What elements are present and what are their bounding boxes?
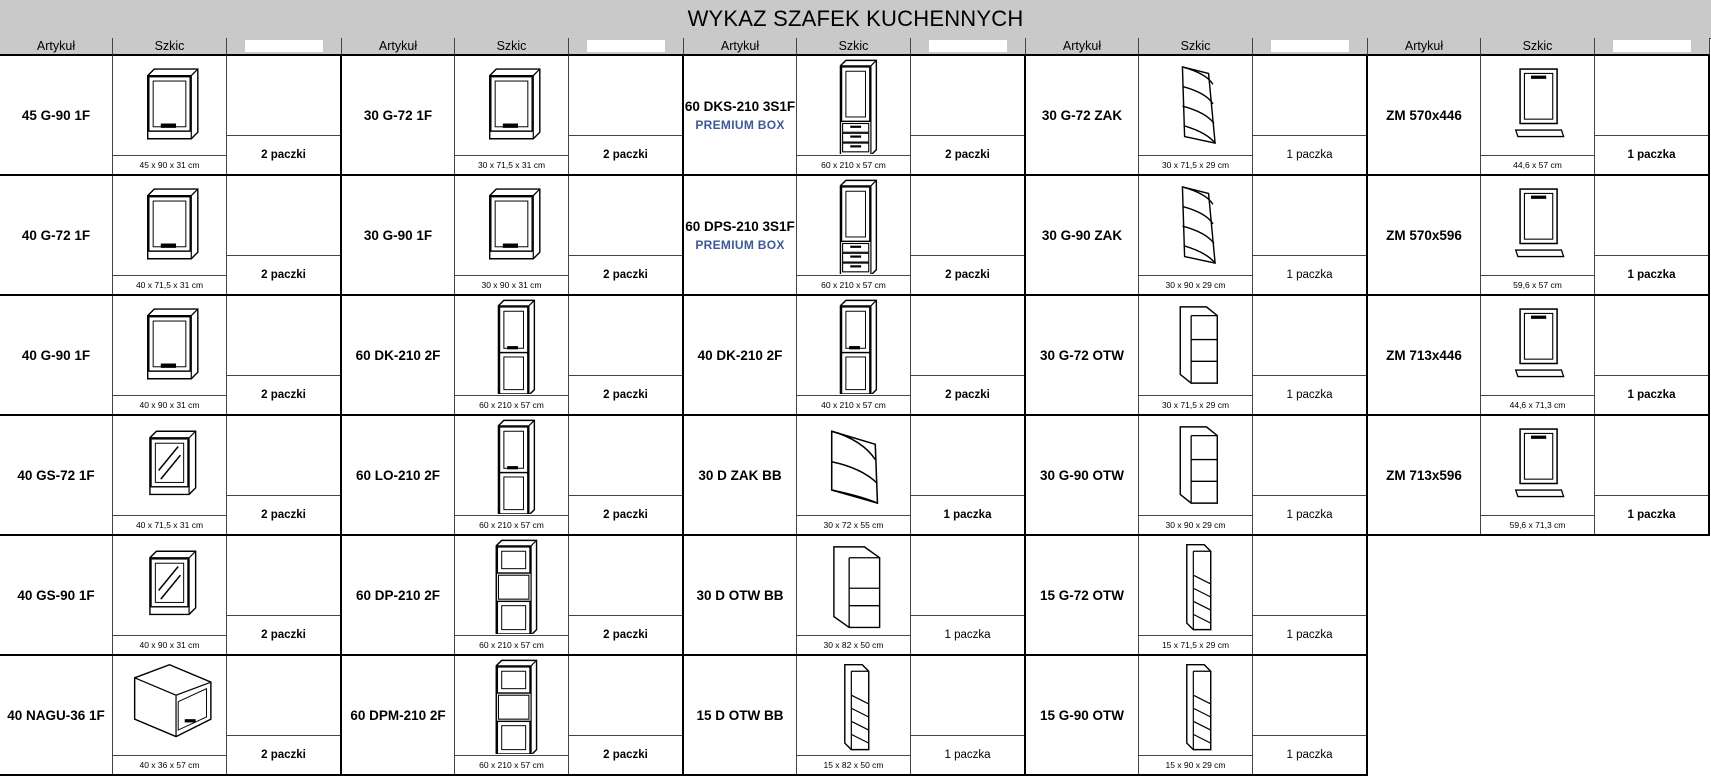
article-name: 40 NAGU-36 1F [7, 707, 105, 723]
header-packages [569, 38, 684, 56]
cabinet-row [1026, 656, 1368, 776]
article-cell [1026, 56, 1139, 174]
article-name: 30 G-72 ZAK [1041, 107, 1123, 123]
article-cell [342, 56, 455, 174]
article-cell [342, 296, 455, 414]
sketch-cell [455, 536, 569, 654]
cabinet-row [342, 416, 684, 536]
sketch-cell [1481, 176, 1595, 294]
cabinet-row [684, 176, 1026, 296]
article-cell [0, 416, 113, 534]
packages-blank-area [911, 296, 1024, 376]
packages-count: 2 paczki [603, 749, 648, 761]
article-cell [0, 656, 113, 774]
packages-blank-area [1253, 176, 1366, 256]
packages-cell [1253, 56, 1368, 174]
sketch-cell [113, 656, 227, 774]
header-packages [911, 38, 1026, 56]
header-article: Artykuł [684, 38, 797, 56]
packages-count: 1 paczka [1627, 149, 1676, 161]
article-cell [1368, 416, 1481, 534]
article-cell [684, 296, 797, 414]
cabinet-row [0, 536, 342, 656]
dimensions-label: 30 x 72 x 55 cm [797, 515, 910, 534]
cabinet-row [1368, 296, 1710, 416]
header-sketch: Szkic [113, 38, 227, 56]
sketch-cell [1139, 656, 1253, 774]
packages-count: 1 paczka [943, 509, 992, 521]
packages-blank-area [911, 656, 1024, 736]
packages-count: 2 paczki [603, 509, 648, 521]
dimensions-label: 30 x 82 x 50 cm [797, 635, 910, 654]
article-cell [342, 656, 455, 774]
packages-cell [911, 296, 1026, 414]
packages-count: 2 paczki [261, 269, 306, 281]
cabinet-row [1026, 416, 1368, 536]
packages-blank-area [569, 176, 682, 256]
packages-cell [1595, 56, 1710, 174]
cabinet-row [342, 536, 684, 656]
article-cell [342, 536, 455, 654]
article-cell [684, 656, 797, 774]
dimensions-label: 44,6 x 57 cm [1481, 155, 1594, 174]
packages-count: 2 paczki [603, 269, 648, 281]
sketch-cell [455, 56, 569, 174]
packages-cell [569, 296, 684, 414]
packages-count: 2 paczki [261, 149, 306, 161]
cabinet-row [684, 536, 1026, 656]
header-packages [1595, 38, 1710, 56]
article-name: 60 DK-210 2F [355, 347, 441, 363]
sketch-cell [113, 56, 227, 174]
article-name: 40 DK-210 2F [697, 347, 783, 363]
cabinet-row [0, 296, 342, 416]
article-name: 40 G-90 1F [21, 347, 91, 363]
header-blank-field [245, 40, 323, 52]
cabinet-group [1368, 38, 1710, 777]
cabinet-row [342, 176, 684, 296]
packages-blank-area [569, 656, 682, 736]
packages-count: 2 paczki [945, 149, 990, 161]
packages-blank-area [1253, 536, 1366, 616]
packages-blank-area [227, 536, 340, 616]
packages-cell [227, 416, 342, 534]
packages-cell [1595, 296, 1710, 414]
article-name: 30 G-90 OTW [1039, 467, 1125, 483]
packages-count: 1 paczka [1286, 269, 1333, 281]
packages-count: 2 paczki [261, 629, 306, 641]
packages-cell [1595, 176, 1710, 294]
packages-count: 2 paczki [261, 389, 306, 401]
cabinet-group [0, 38, 342, 777]
header-blank-field [1271, 40, 1349, 52]
cabinet-row [1368, 416, 1710, 536]
packages-cell [227, 296, 342, 414]
cabinet-row [342, 656, 684, 776]
article-name: 30 D ZAK BB [698, 467, 782, 483]
article-name: 40 GS-90 1F [17, 587, 95, 603]
packages-count: 2 paczki [261, 509, 306, 521]
cabinet-row [342, 296, 684, 416]
packages-cell [227, 176, 342, 294]
article-cell [1026, 176, 1139, 294]
cabinet-row [1368, 56, 1710, 176]
sketch-cell [455, 296, 569, 414]
cabinet-row [0, 656, 342, 776]
packages-cell [569, 416, 684, 534]
sketch-cell [1481, 56, 1595, 174]
article-cell [684, 56, 797, 174]
header-packages [1253, 38, 1368, 56]
article-cell [684, 536, 797, 654]
article-cell [1368, 176, 1481, 294]
header-sketch: Szkic [455, 38, 569, 56]
sketch-cell [113, 416, 227, 534]
packages-blank-area [569, 296, 682, 376]
dimensions-label: 15 x 82 x 50 cm [797, 755, 910, 774]
sketch-cell [1481, 296, 1595, 414]
dimensions-label: 30 x 90 x 29 cm [1139, 275, 1252, 294]
article-name: 45 G-90 1F [21, 107, 91, 123]
dimensions-label: 30 x 71,5 x 31 cm [455, 155, 568, 174]
sketch-cell [797, 176, 911, 294]
packages-blank-area [1253, 656, 1366, 736]
article-cell [342, 176, 455, 294]
packages-count: 1 paczka [1627, 269, 1676, 281]
article-name: 30 D OTW BB [696, 587, 784, 603]
article-cell [0, 536, 113, 654]
packages-cell [227, 56, 342, 174]
packages-blank-area [1253, 416, 1366, 496]
article-name: 30 G-90 1F [363, 227, 433, 243]
packages-blank-area [569, 536, 682, 616]
article-cell [342, 416, 455, 534]
sketch-cell [113, 296, 227, 414]
sketch-cell [113, 176, 227, 294]
cabinet-row [1026, 176, 1368, 296]
packages-blank-area [1595, 56, 1708, 136]
cabinet-row [684, 296, 1026, 416]
cabinet-row [684, 416, 1026, 536]
dimensions-label: 60 x 210 x 57 cm [455, 515, 568, 534]
article-name: 30 G-90 ZAK [1041, 227, 1123, 243]
packages-blank-area [227, 56, 340, 136]
dimensions-label: 15 x 71,5 x 29 cm [1139, 635, 1252, 654]
dimensions-label: 40 x 36 x 57 cm [113, 755, 226, 774]
header-article: Artykuł [1026, 38, 1139, 56]
dimensions-label: 60 x 210 x 57 cm [455, 755, 568, 774]
dimensions-label: 40 x 71,5 x 31 cm [113, 275, 226, 294]
packages-count: 1 paczka [1286, 629, 1333, 641]
dimensions-label: 60 x 210 x 57 cm [455, 635, 568, 654]
cabinet-row [1368, 176, 1710, 296]
packages-blank-area [1253, 56, 1366, 136]
packages-count: 1 paczka [1286, 509, 1333, 521]
packages-count: 1 paczka [1286, 149, 1333, 161]
packages-count: 2 paczki [261, 749, 306, 761]
article-name: 15 G-72 OTW [1039, 587, 1125, 603]
page-title: WYKAZ SZAFEK KUCHENNYCH [0, 0, 1711, 39]
packages-count: 2 paczki [603, 389, 648, 401]
cabinet-row [1026, 536, 1368, 656]
header-sketch: Szkic [1139, 38, 1253, 56]
packages-blank-area [1253, 296, 1366, 376]
sketch-cell [797, 536, 911, 654]
article-cell [0, 296, 113, 414]
packages-blank-area [569, 416, 682, 496]
cabinet-row [0, 416, 342, 536]
packages-count: 1 paczka [1286, 749, 1333, 761]
packages-count: 2 paczki [603, 629, 648, 641]
sketch-cell [455, 656, 569, 774]
dimensions-label: 40 x 210 x 57 cm [797, 395, 910, 414]
dimensions-label: 30 x 71,5 x 29 cm [1139, 155, 1252, 174]
packages-blank-area [911, 176, 1024, 256]
article-name: ZM 570x596 [1386, 227, 1462, 243]
cabinet-row [0, 56, 342, 176]
packages-cell [911, 176, 1026, 294]
header-sketch: Szkic [797, 38, 911, 56]
packages-blank-area [1595, 296, 1708, 376]
article-cell [684, 416, 797, 534]
packages-count: 2 paczki [603, 149, 648, 161]
sketch-cell [455, 416, 569, 534]
packages-blank-area [1595, 416, 1708, 496]
dimensions-label: 60 x 210 x 57 cm [797, 275, 910, 294]
article-cell [1368, 296, 1481, 414]
article-cell [684, 176, 797, 294]
premium-box-label: PREMIUM BOX [695, 237, 785, 252]
article-cell [1368, 56, 1481, 174]
article-name: 60 LO-210 2F [355, 467, 441, 483]
dimensions-label: 30 x 90 x 31 cm [455, 275, 568, 294]
header-blank-field [1613, 40, 1691, 52]
header-blank-field [587, 40, 665, 52]
article-name: 15 D OTW BB [696, 707, 784, 723]
header-blank-field [929, 40, 1007, 52]
packages-cell [569, 176, 684, 294]
sketch-cell [797, 296, 911, 414]
article-cell [1026, 296, 1139, 414]
packages-blank-area [569, 56, 682, 136]
article-name: 40 G-72 1F [21, 227, 91, 243]
packages-blank-area [911, 536, 1024, 616]
packages-blank-area [227, 656, 340, 736]
article-name: 40 GS-72 1F [17, 467, 95, 483]
packages-count: 1 paczka [944, 629, 991, 641]
packages-cell [569, 56, 684, 174]
dimensions-label: 40 x 90 x 31 cm [113, 635, 226, 654]
header-article: Artykuł [1368, 38, 1481, 56]
dimensions-label: 15 x 90 x 29 cm [1139, 755, 1252, 774]
packages-count: 1 paczka [1627, 389, 1676, 401]
packages-cell [227, 536, 342, 654]
header-sketch: Szkic [1481, 38, 1595, 56]
article-cell [0, 56, 113, 174]
packages-cell [569, 656, 684, 774]
article-name: 30 G-72 OTW [1039, 347, 1125, 363]
packages-cell [1253, 656, 1368, 774]
cabinet-group [1026, 38, 1368, 777]
sketch-cell [113, 536, 227, 654]
cabinet-row [342, 56, 684, 176]
article-cell [0, 176, 113, 294]
packages-cell [911, 416, 1026, 534]
dimensions-label: 60 x 210 x 57 cm [797, 155, 910, 174]
dimensions-label: 59,6 x 57 cm [1481, 275, 1594, 294]
article-name: 15 G-90 OTW [1039, 707, 1125, 723]
dimensions-label: 30 x 90 x 29 cm [1139, 515, 1252, 534]
sketch-cell [455, 176, 569, 294]
header-packages [227, 38, 342, 56]
cabinet-row [1026, 296, 1368, 416]
packages-count: 1 paczka [944, 749, 991, 761]
article-name: ZM 570x446 [1386, 107, 1462, 123]
article-cell [1026, 416, 1139, 534]
packages-cell [1595, 416, 1710, 534]
cabinet-group [684, 38, 1026, 777]
article-name: 60 DPM-210 2F [350, 707, 446, 723]
sketch-cell [1139, 56, 1253, 174]
sketch-cell [797, 56, 911, 174]
article-cell [1026, 536, 1139, 654]
packages-cell [911, 536, 1026, 654]
sketch-cell [1139, 176, 1253, 294]
article-name: ZM 713x596 [1386, 467, 1462, 483]
article-name: ZM 713x446 [1386, 347, 1462, 363]
sketch-cell [1481, 416, 1595, 534]
packages-blank-area [911, 416, 1024, 496]
packages-blank-area [1595, 176, 1708, 256]
packages-cell [1253, 176, 1368, 294]
packages-cell [1253, 416, 1368, 534]
sketch-cell [1139, 296, 1253, 414]
article-name: 30 G-72 1F [363, 107, 433, 123]
packages-count: 2 paczki [945, 389, 990, 401]
sketch-cell [1139, 536, 1253, 654]
dimensions-label: 59,6 x 71,3 cm [1481, 515, 1594, 534]
packages-cell [911, 56, 1026, 174]
sketch-cell [797, 656, 911, 774]
packages-count: 1 paczka [1627, 509, 1676, 521]
packages-blank-area [227, 176, 340, 256]
packages-count: 1 paczka [1286, 389, 1333, 401]
packages-blank-area [911, 56, 1024, 136]
dimensions-label: 45 x 90 x 31 cm [113, 155, 226, 174]
packages-blank-area [227, 416, 340, 496]
packages-count: 2 paczki [945, 269, 990, 281]
article-cell [1026, 656, 1139, 774]
cabinet-group [342, 38, 684, 777]
packages-blank-area [227, 296, 340, 376]
article-name: 60 DPS-210 3S1F [685, 218, 795, 234]
cabinet-row [1026, 56, 1368, 176]
header-article: Artykuł [342, 38, 455, 56]
dimensions-label: 44,6 x 71,3 cm [1481, 395, 1594, 414]
article-name: 60 DKS-210 3S1F [684, 98, 796, 114]
dimensions-label: 30 x 71,5 x 29 cm [1139, 395, 1252, 414]
header-article: Artykuł [0, 38, 113, 56]
article-name: 60 DP-210 2F [355, 587, 441, 603]
packages-cell [227, 656, 342, 774]
cabinet-row [684, 656, 1026, 776]
packages-cell [569, 536, 684, 654]
sketch-cell [1139, 416, 1253, 534]
packages-cell [911, 656, 1026, 774]
packages-cell [1253, 296, 1368, 414]
dimensions-label: 40 x 90 x 31 cm [113, 395, 226, 414]
dimensions-label: 40 x 71,5 x 31 cm [113, 515, 226, 534]
sketch-cell [797, 416, 911, 534]
cabinet-row [0, 176, 342, 296]
dimensions-label: 60 x 210 x 57 cm [455, 395, 568, 414]
premium-box-label: PREMIUM BOX [695, 117, 785, 132]
cabinet-row [684, 56, 1026, 176]
packages-cell [1253, 536, 1368, 654]
